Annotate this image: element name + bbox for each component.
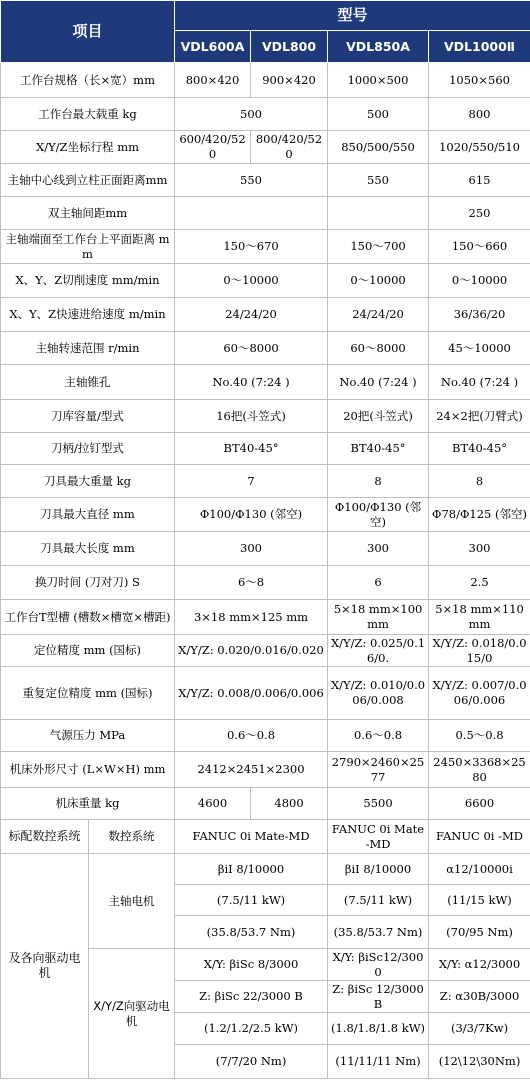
cell-vdl600-800: (1.2/1.2/2.5 kW) xyxy=(175,1013,328,1045)
cell-vdl1000: 2.5 xyxy=(429,566,530,600)
cell-vdl600-800: 6～8 xyxy=(175,566,328,600)
cell-vdl1000: 1050×560 xyxy=(429,63,530,98)
row-rapid-feed xyxy=(1,298,530,332)
header-item: 项目 xyxy=(1,1,175,63)
row-spindle-motor-model xyxy=(1,854,530,885)
cell-vdl850a: BT40-45° xyxy=(328,433,429,465)
row-label: 气源压力 MPa xyxy=(1,720,175,752)
cell-vdl600a: 800×420 xyxy=(175,63,251,98)
row-repeat-accuracy xyxy=(1,667,530,720)
cell-vdl600-800: Z: βiSc 22/3000 B xyxy=(175,981,328,1013)
cell-vdl850a: Φ100/Φ130 (邻空) xyxy=(328,498,429,532)
row-label: 主轴端面至工作台上平面距离 mm xyxy=(1,230,175,264)
cell-vdl850a: 8 xyxy=(328,465,429,498)
cell-vdl600-800: X/Y/Z: 0.020/0.016/0.020 xyxy=(175,635,328,667)
cell-vdl1000: X/Y/Z: 0.018/0.015/0 xyxy=(429,635,530,667)
header-vdl800: VDL800 xyxy=(251,31,328,63)
row-label: 刀具最大重量 kg xyxy=(1,465,175,498)
cell-vdl1000: 0.5～0.8 xyxy=(429,720,530,752)
cell-vdl1000: (3/3/7Kw) xyxy=(429,1013,530,1045)
row-label: 机床外形尺寸 (L×W×H) mm xyxy=(1,752,175,788)
cell-vdl850a: (1.8/1.8/1.8 kW) xyxy=(328,1013,429,1045)
cell-vdl800: 900×420 xyxy=(251,63,328,98)
cell-vdl1000: 24×2把(刀臂式) xyxy=(429,400,530,433)
drives-group-label: 及各向驱动电机 xyxy=(1,854,89,1079)
header-vdl850a: VDL850A xyxy=(328,31,429,63)
cell-vdl1000: 300 xyxy=(429,532,530,566)
row-cnc-system xyxy=(1,820,530,854)
cell-vdl850a: (35.8/53.7 Nm) xyxy=(328,916,429,949)
row-max-tool-diameter xyxy=(1,498,530,532)
cell-vdl1000: 2450×3368×2580 xyxy=(429,752,530,788)
cell-vdl600-800: 16把(斗笠式) xyxy=(175,400,328,433)
cell-vdl600-800: 2412×2451×2300 xyxy=(175,752,328,788)
cell-vdl850a: βiI 8/10000 xyxy=(328,854,429,885)
cell-vdl1000: 615 xyxy=(429,164,530,197)
cell-vdl850a: X/Y/Z: 0.025/0.16/0. xyxy=(328,635,429,667)
row-label: 刀具最大长度 mm xyxy=(1,532,175,566)
cnc-group-label: 标配数控系统 xyxy=(1,820,89,854)
cell-vdl1000: FANUC 0i -MD xyxy=(429,820,530,854)
row-spindle-speed xyxy=(1,332,530,365)
row-tool-magazine xyxy=(1,400,530,433)
row-tool-change-time xyxy=(1,566,530,600)
cell-vdl600-800: BT40-45° xyxy=(175,433,328,465)
cell-vdl600-800: 60～8000 xyxy=(175,332,328,365)
row-label: 刀具最大直径 mm xyxy=(1,498,175,532)
header-vdl1000: VDL1000Ⅱ xyxy=(429,31,530,63)
cell-vdl850a: 20把(斗笠式) xyxy=(328,400,429,433)
cell-vdl600-800: (7.5/11 kW) xyxy=(175,885,328,916)
row-label: 工作台最大载重 kg xyxy=(1,98,175,131)
row-label: 双主轴间距mm xyxy=(1,197,175,230)
cell-vdl600-800: βiI 8/10000 xyxy=(175,854,328,885)
cell-vdl1000: 150～660 xyxy=(429,230,530,264)
header-vdl600a: VDL600A xyxy=(175,31,251,63)
row-t-slot xyxy=(1,600,530,635)
row-label: 主轴转速范围 r/min xyxy=(1,332,175,365)
cell-vdl850a: 24/24/20 xyxy=(328,298,429,332)
cell-vdl850a: X/Y/Z: 0.010/0.006/0.008 xyxy=(328,667,429,720)
cell-vdl1000: 6600 xyxy=(429,788,530,820)
row-label: X/Y/Z坐标行程 mm xyxy=(1,131,175,164)
row-dual-spindle-distance xyxy=(1,197,530,230)
row-tool-holder xyxy=(1,433,530,465)
cell-vdl600-800: 0.6～0.8 xyxy=(175,720,328,752)
cell-vdl850a: (7.5/11 kW) xyxy=(328,885,429,916)
cell-vdl600-800 xyxy=(175,197,328,230)
cell-vdl800: 800/420/520 xyxy=(251,131,328,164)
cell-vdl600-800: 300 xyxy=(175,532,328,566)
cell-vdl600a: 600/420/520 xyxy=(175,131,251,164)
cell-vdl1000: 800 xyxy=(429,98,530,131)
cell-vdl850a: 60～8000 xyxy=(328,332,429,365)
cell-vdl850a: 550 xyxy=(328,164,429,197)
cell-vdl600-800: X/Y/Z: 0.008/0.006/0.006 xyxy=(175,667,328,720)
cell-vdl1000: BT40-45° xyxy=(429,433,530,465)
cell-vdl1000: 8 xyxy=(429,465,530,498)
cell-vdl1000: 250 xyxy=(429,197,530,230)
row-label: 刀柄/拉钉型式 xyxy=(1,433,175,465)
row-positioning-accuracy xyxy=(1,635,530,667)
cell-vdl600-800: No.40 (7:24 ) xyxy=(175,365,328,400)
cell-vdl850a: Z: βiSc 12/3000 B xyxy=(328,981,429,1013)
cell-vdl1000: 36/36/20 xyxy=(429,298,530,332)
cell-vdl600-800: 500 xyxy=(175,98,328,131)
cell-vdl600a: 4600 xyxy=(175,788,251,820)
row-machine-weight xyxy=(1,788,530,820)
cell-vdl850a: 0.6～0.8 xyxy=(328,720,429,752)
row-label: 机床重量 kg xyxy=(1,788,175,820)
row-spindle-taper xyxy=(1,365,530,400)
row-label: 主轴锥孔 xyxy=(1,365,175,400)
cell-vdl850a: 300 xyxy=(328,532,429,566)
cell-vdl600-800: 150～670 xyxy=(175,230,328,264)
cell-vdl850a: (11/11/11 Nm) xyxy=(328,1045,429,1079)
cell-vdl850a: 850/500/550 xyxy=(328,131,429,164)
row-xyz-travel xyxy=(1,131,530,164)
row-label: 工作台T型槽 (槽数×槽宽×槽距) xyxy=(1,600,175,635)
cell-vdl850a: 5500 xyxy=(328,788,429,820)
spindle-motor-label: 主轴电机 xyxy=(89,854,175,949)
cell-vdl1000: Z: α30B/3000 xyxy=(429,981,530,1013)
cell-vdl600-800: X/Y: βiSc 8/3000 xyxy=(175,949,328,981)
row-label: X、Y、Z快速进给速度 m/min xyxy=(1,298,175,332)
row-label: 重复定位精度 mm (国标) xyxy=(1,667,175,720)
cell-vdl600-800: 7 xyxy=(175,465,328,498)
row-spindle-to-column xyxy=(1,164,530,197)
cell-vdl1000: X/Y: α12/3000 xyxy=(429,949,530,981)
cell-vdl850a: 5×18 mm×100 mm xyxy=(328,600,429,635)
cell-vdl850a: X/Y: βiSc12/3000 xyxy=(328,949,429,981)
cell-vdl850a: 6 xyxy=(328,566,429,600)
cell-vdl850a: No.40 (7:24 ) xyxy=(328,365,429,400)
row-cutting-speed xyxy=(1,264,530,298)
cell-vdl600-800: 24/24/20 xyxy=(175,298,328,332)
cell-vdl850a: 1000×500 xyxy=(328,63,429,98)
cell-vdl1000: (70/95 Nm) xyxy=(429,916,530,949)
cell-vdl1000: 5×18 mm×110 mm xyxy=(429,600,530,635)
cell-vdl850a: 150～700 xyxy=(328,230,429,264)
row-label: 刀库容量/型式 xyxy=(1,400,175,433)
cell-vdl850a: 2790×2460×2577 xyxy=(328,752,429,788)
cell-vdl600-800: Φ100/Φ130 (邻空) xyxy=(175,498,328,532)
cell-vdl850a: FANUC 0i Mate-MD xyxy=(328,820,429,854)
cell-vdl1000: α12/10000i xyxy=(429,854,530,885)
cell-vdl600-800: 550 xyxy=(175,164,328,197)
row-label: 定位精度 mm (国标) xyxy=(1,635,175,667)
cell-vdl600-800: (35.8/53.7 Nm) xyxy=(175,916,328,949)
cell-vdl800: 4800 xyxy=(251,788,328,820)
row-max-tool-weight xyxy=(1,465,530,498)
cell-vdl1000: (12\12\30Nm) xyxy=(429,1045,530,1079)
row-dimensions xyxy=(1,752,530,788)
axis-motor-label: X/Y/Z向驱动电机 xyxy=(89,949,175,1079)
header-model: 型号 xyxy=(175,1,530,31)
cell-vdl600-800: FANUC 0i Mate-MD xyxy=(175,820,328,854)
cell-vdl600-800: (7/7/20 Nm) xyxy=(175,1045,328,1079)
cell-vdl850a: 500 xyxy=(328,98,429,131)
row-label: 主轴中心线到立柱正面距离mm xyxy=(1,164,175,197)
row-label: 换刀时间 (刀对刀) S xyxy=(1,566,175,600)
cell-vdl1000: X/Y/Z: 0.007/0.006/0.006 xyxy=(429,667,530,720)
cnc-sub-label: 数控系统 xyxy=(89,820,175,854)
cell-vdl600-800: 3×18 mm×125 mm xyxy=(175,600,328,635)
cell-vdl1000: 45～10000 xyxy=(429,332,530,365)
cell-vdl1000: (11/15 kW) xyxy=(429,885,530,916)
row-air-pressure xyxy=(1,720,530,752)
row-max-tool-length xyxy=(1,532,530,566)
cell-vdl1000: 0～10000 xyxy=(429,264,530,298)
row-table-size xyxy=(1,63,530,98)
cell-vdl850a: 0～10000 xyxy=(328,264,429,298)
cell-vdl1000: Φ78/Φ125 (邻空) xyxy=(429,498,530,532)
cell-vdl1000: 1020/550/510 xyxy=(429,131,530,164)
cell-vdl1000: No.40 (7:24 ) xyxy=(429,365,530,400)
row-label: 工作台规格（长×宽）mm xyxy=(1,63,175,98)
cell-vdl850a xyxy=(328,197,429,230)
row-spindle-to-table xyxy=(1,230,530,264)
row-max-load xyxy=(1,98,530,131)
row-label: X、Y、Z切削速度 mm/min xyxy=(1,264,175,298)
cell-vdl600-800: 0～10000 xyxy=(175,264,328,298)
